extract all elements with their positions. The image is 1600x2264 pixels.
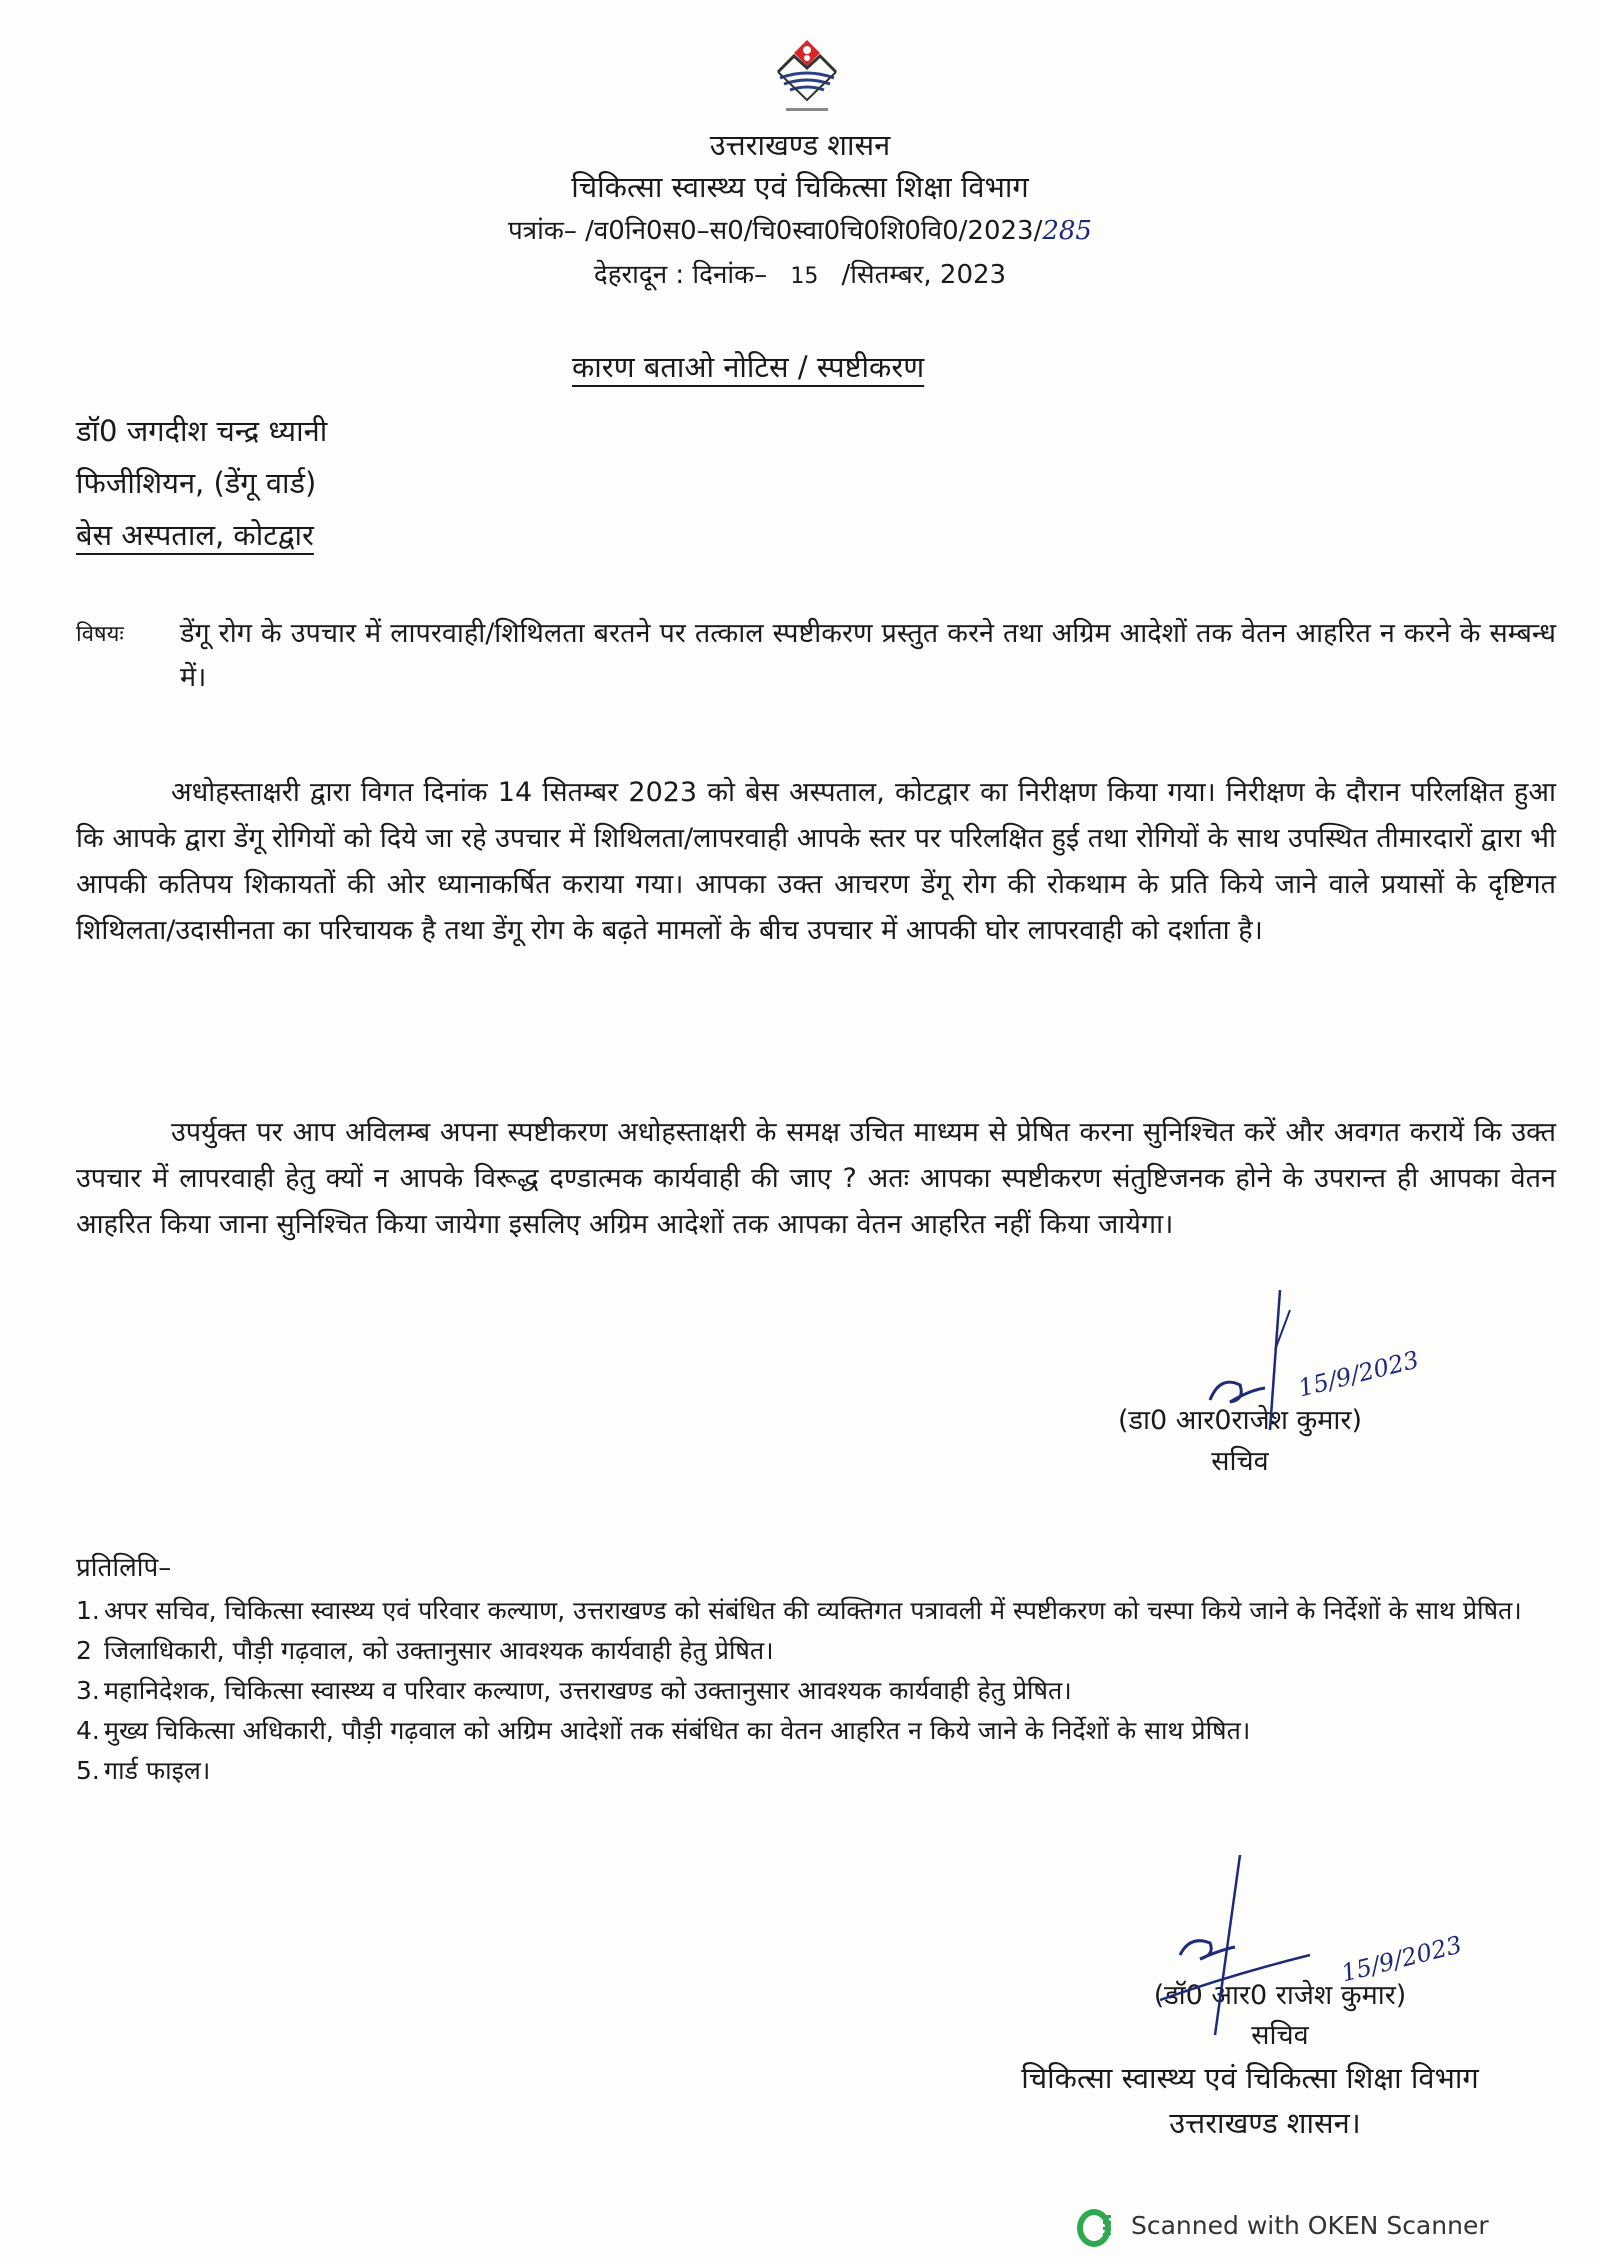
- signature-2-department: चिकित्सा स्वास्थ्य एवं चिकित्सा शिक्षा विभाग: [1021, 2061, 1479, 2095]
- subject-text: डेंगू रोग के उपचार में लापरवाही/शिथिलता बरतने पर तत्काल स्पष्टीकरण प्रस्तुत करने तथा अग्रिम आदेशों तक वेतन आहरित न करने के सम्बन्ध में।: [180, 618, 1556, 693]
- scanner-watermark: [1075, 2205, 1489, 2245]
- emblem-icon: [772, 34, 842, 118]
- copy-to-item: [76, 1591, 1556, 1631]
- scanner-watermark-text: Scanned with OKEN Scanner: [1131, 2210, 1489, 2240]
- subject-label: विषयः: [76, 622, 124, 647]
- letter-header: [380, 122, 1220, 300]
- signature-1-name: (डा0 आर0राजेश कुमार): [1117, 1405, 1362, 1436]
- copy-to-label: प्रतिलिपि–: [76, 1553, 172, 1583]
- subject-block: [76, 612, 1556, 700]
- addressee-name: डॉ0 जगदीश चन्द्र ध्यानी: [76, 414, 328, 448]
- copy-to-item: [76, 1671, 1556, 1711]
- copy-to-item-text: महानिदेशक, चिकित्सा स्वास्थ्य व परिवार कल्याण, उत्तराखण्ड को उक्तानुसार आवश्यक कार्यवाही हेतु प्रेषित।: [104, 1676, 1072, 1705]
- copy-to-item-text: मुख्य चिकित्सा अधिकारी, पौड़ी गढ़वाल को अग्रिम आदेशों तक संबंधित का वेतन आहरित न किये जाने के निर्देशों के साथ प्रेषित।: [104, 1716, 1251, 1745]
- signature-block-2: [940, 1930, 1560, 2145]
- govt-name: उत्तराखण्ड शासन: [709, 128, 891, 162]
- reference-handwritten: 285: [1042, 216, 1092, 246]
- copy-to-item-text: गार्ड फाइल।: [104, 1756, 211, 1785]
- date-prefix: देहरादून : दिनांक–: [593, 260, 768, 290]
- copy-to-item-number: 2: [76, 1636, 92, 1665]
- copy-to-item: [76, 1751, 1556, 1791]
- copy-to-item-number: 5.: [76, 1756, 100, 1785]
- department-name: चिकित्सा स्वास्थ्य एवं चिकित्सा शिक्षा विभाग: [571, 170, 1029, 204]
- handwritten-signature-2: [1140, 1855, 1340, 2045]
- copy-to-block: [76, 1545, 1556, 1791]
- copy-to-item-number: 3.: [76, 1676, 100, 1705]
- copy-to-item: [76, 1631, 1556, 1671]
- emblem-logo: [772, 34, 842, 118]
- reference-number: [380, 206, 1220, 254]
- copy-to-item-number: 4.: [76, 1716, 100, 1745]
- body-paragraph-1: अधोहस्ताक्षरी द्वारा विगत दिनांक 14 सितम्बर 2023 को बेस अस्पताल, कोटद्वार का निरीक्षण किया गया। निरीक्षण के दौरान परिलक्षित हुआ कि आपके द्वारा डेंगू रोगियों को दिये जा रहे उपचार में शिथिलता/लापरवाही आपके स्तर पर परिलक्षित हुई तथा रोगियों के साथ उपस्थित तीमारदारों द्वारा भी आपकी कतिपय शिकायतों की ओर ध्यानाकर्षित कराया गया। आपका उक्त आचरण डेंगू रोग की रोकथाम के प्रति किये जाने वाले प्रयासों के दृष्टिगत शिथिलता/उदासीनता का परिचायक है तथा डेंगू रोग के बढ़ते मामलों के बीच उपचार में आपकी घोर लापरवाही को दर्शाता है।: [76, 777, 1556, 946]
- date-handwritten: 15: [790, 264, 819, 289]
- signature-2-name: (डॉ0 आर0 राजेश कुमार): [1153, 1980, 1407, 2011]
- addressee-block: [76, 405, 327, 561]
- copy-to-item: [76, 1711, 1556, 1751]
- copy-to-item-text: अपर सचिव, चिकित्सा स्वास्थ्य एवं परिवार कल्याण, उत्तराखण्ड को संबंधित की व्यक्तिगत पत्रावली में स्पष्टीकरण को चस्पा किये जाने के निर्देशों के साथ प्रेषित।: [104, 1596, 1522, 1625]
- addressee-designation: फिजीशियन, (डेंगू वार्ड): [76, 466, 317, 500]
- copy-to-item-text: जिलाधिकारी, पौड़ी गढ़वाल, को उक्तानुसार आवश्यक कार्यवाही हेतु प्रेषित।: [104, 1636, 774, 1665]
- body-paragraph-2: उपर्युक्त पर आप अविलम्ब अपना स्पष्टीकरण अधोहस्ताक्षरी के समक्ष उचित माध्यम से प्रेषित करना सुनिश्चित करें और अवगत करायें कि उक्त उपचार में लापरवाही हेतु क्यों न आपके विरूद्ध दण्डात्मक कार्यवाही की जाए ? अतः आपका स्पष्टीकरण संतुष्टिजनक होने के उपरान्त ही आपका वेतन आहरित किया जाना सुनिश्चित किया जायेगा इसलिए अग्रिम आदेशों तक आपका वेतन आहरित नहीं किया जायेगा।: [76, 1117, 1556, 1240]
- addressee-office: बेस अस्पताल, कोटद्वार: [76, 518, 314, 552]
- copy-to-list: [76, 1591, 1556, 1791]
- signature-block-1: [1060, 1345, 1422, 1482]
- signature-1-designation: सचिव: [1211, 1446, 1269, 1477]
- reference-prefix: पत्रांक– /व0नि0स0–स0/चि0स्वा0चि0शि0वि0/2023/: [508, 216, 1043, 246]
- signature-2-date: 15/9/2023: [1338, 1930, 1465, 1988]
- notice-title: कारण बताओ नोटिस / स्पष्टीकरण: [572, 350, 925, 384]
- signature-2-govt: उत्तराखण्ड शासन।: [1169, 2106, 1361, 2140]
- date-suffix: /सितम्बर, 2023: [841, 260, 1007, 290]
- copy-to-item-number: 1.: [76, 1596, 100, 1625]
- signature-2-designation: सचिव: [1251, 2020, 1309, 2051]
- signature-1-date: 15/9/2023: [1295, 1345, 1422, 1403]
- date-line: [380, 250, 1220, 300]
- oken-logo-icon: [1075, 2205, 1115, 2245]
